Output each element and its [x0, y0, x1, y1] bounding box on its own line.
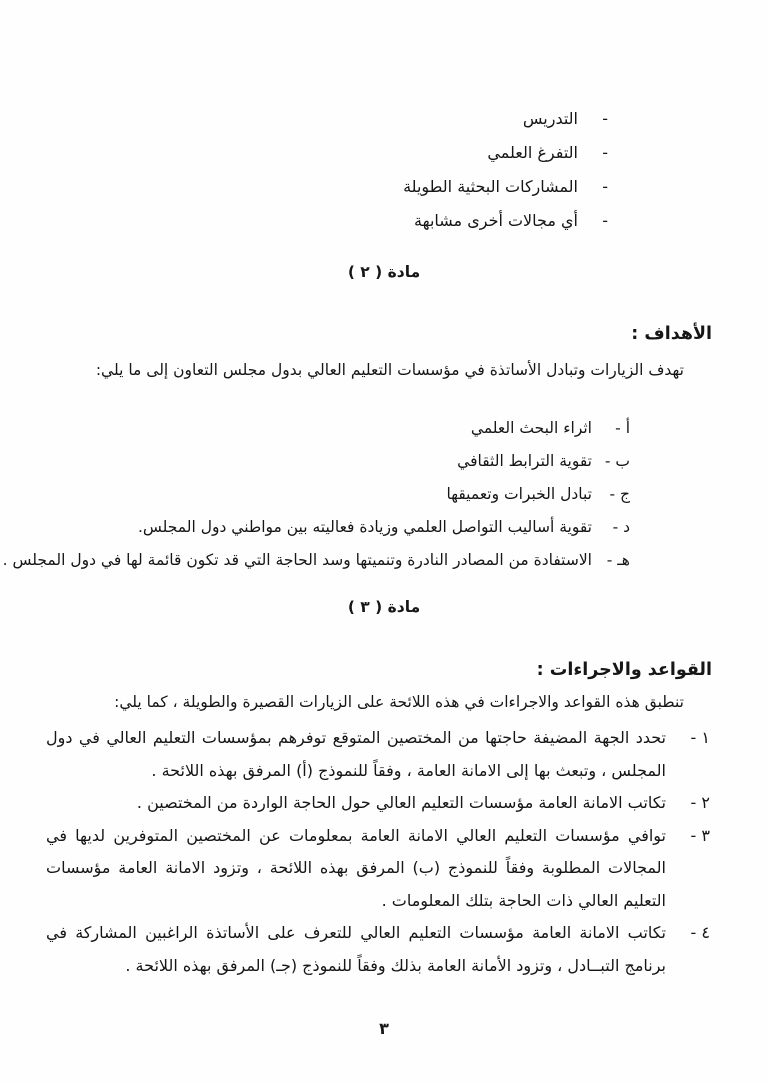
list-item-text: تبادل الخبرات وتعميقها [446, 485, 592, 503]
list-item-text: تكاتب الامانة العامة مؤسسات التعليم العالي حول الحاجة الواردة من المختصين . [136, 793, 666, 812]
list-item [46, 917, 710, 982]
rules-numbered-list [46, 722, 710, 982]
letter-marker: د - [612, 518, 630, 536]
letter-marker: هـ - [606, 551, 630, 569]
list-item [28, 445, 630, 478]
dash-marker: - [602, 211, 608, 230]
number-marker: ٣ - [690, 825, 710, 845]
list-item-text: تحدد الجهة المضيفة حاجتها من المختصين المتوقع توفرهم بمؤسسات التعليم العالي في دول المجلس ، وتبعث بها إلى الامانة العامة ، وفقاً للنموذج (أ) المرفق بهذه اللائحة . [46, 728, 666, 780]
list-item-text: التفرغ العلمي [487, 143, 578, 162]
list-item [40, 204, 608, 238]
dash-marker: - [602, 109, 608, 128]
objectives-lettered-list [2, 412, 630, 577]
list-item-text: التدريس [522, 109, 578, 128]
article-2-heading: مادة ( ٢ ) [347, 263, 421, 281]
letter-marker: أ - [615, 419, 630, 437]
article-3-heading: مادة ( ٣ ) [347, 598, 421, 616]
list-item [40, 170, 608, 204]
list-item-text: تقوية الترابط الثقافي [457, 452, 592, 470]
list-item-text: المشاركات البحثية الطويلة [403, 177, 578, 196]
objectives-section-title: الأهداف : [631, 324, 712, 344]
dash-marker: - [602, 177, 608, 196]
dash-list [40, 102, 608, 238]
letter-marker: ب - [604, 452, 630, 470]
list-item-text: توافي مؤسسات التعليم العالي الامانة العامة بمعلومات عن المختصين المتوفرين لديها في المجالات المطلوبة وفقاً للنموذج (ب) المرفق بهذه اللائحة ، وتزود الامانة العامة مؤسسات التعليم العالي ذات الحاجة بتلك المعلومات . [46, 825, 666, 910]
dash-marker: - [602, 143, 608, 162]
list-item [46, 722, 710, 787]
rules-section-title: القواعد والاجراءات : [536, 660, 712, 680]
list-item [28, 511, 630, 544]
objectives-intro: تهدف الزيارات وتبادل الأساتذة في مؤسسات التعليم العالي بدول مجلس التعاون إلى ما يلي: [95, 361, 684, 379]
list-item-text: أي مجالات أخرى مشابهة [414, 211, 578, 230]
number-marker: ١ - [690, 728, 710, 747]
list-item [40, 102, 608, 136]
list-item [46, 820, 710, 918]
page-number: ٣ [379, 1019, 389, 1038]
list-item-text: تكاتب الامانة العامة مؤسسات التعليم العالي للتعرف على الأساتذة الراغبين المشاركة في برنامج التبــادل ، وتزود الأمانة العامة بذلك وفقاً للنموذج (جـ) المرفق بهذه اللائحة . [46, 923, 666, 975]
list-item-text: الاستفادة من المصادر النادرة وتنميتها وسد الحاجة التي قد تكون قائمة لها في دول المجلس . [2, 551, 592, 569]
list-item [40, 136, 608, 170]
list-item-text: تقوية أساليب التواصل العلمي وزيادة فعاليته بين مواطني دول المجلس. [137, 518, 592, 536]
list-item-text: اثراء البحث العلمي [470, 419, 592, 437]
number-marker: ٤ - [690, 923, 710, 942]
letter-marker: ج - [609, 485, 630, 503]
list-item [2, 544, 630, 577]
list-item [28, 412, 630, 445]
list-item [28, 478, 630, 511]
rules-intro: تنطبق هذه القواعد والاجراءات في هذه اللائحة على الزيارات القصيرة والطويلة ، كما يلي: [114, 693, 684, 711]
number-marker: ٢ - [690, 793, 710, 812]
list-item [46, 787, 710, 820]
